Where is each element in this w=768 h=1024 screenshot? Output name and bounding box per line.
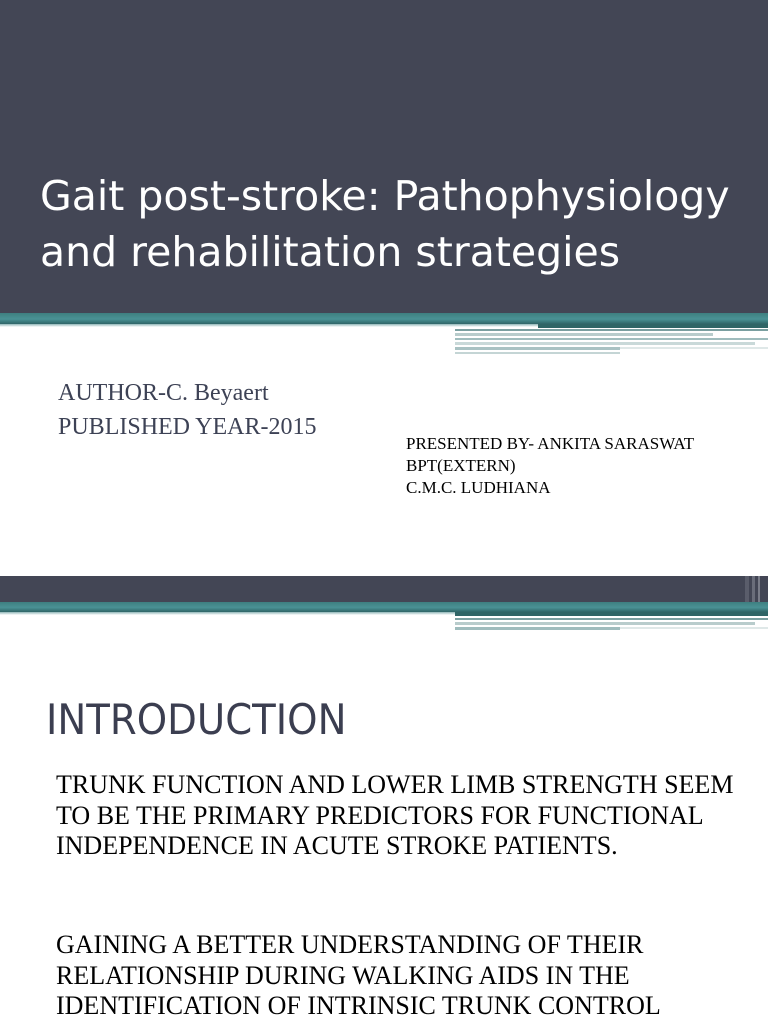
presenter-name-line: PRESENTED BY- ANKITA SARASWAT	[406, 434, 695, 453]
teal-divider-line	[0, 313, 768, 324]
presenter-institution-line: C.M.C. LUDHIANA	[406, 478, 551, 497]
presentation-title: Gait post-stroke: Pathophysiology and rehabilitation strategies	[40, 172, 730, 276]
presenter-degree-line: BPT(EXTERN)	[406, 456, 516, 475]
body-paragraph: GAINING A BETTER UNDERSTANDING OF THEIR RELATIONSHIP DURING WALKING AIDS IN THE IDENTIFICATION OF INTRINSIC TRUNK CONTROL	[56, 930, 661, 1020]
header-band	[0, 576, 768, 602]
published-year-line: PUBLISHED YEAR-2015	[58, 414, 317, 440]
teal-divider-shadow	[0, 324, 540, 327]
presenter-info	[406, 433, 694, 499]
body-paragraph: TRUNK FUNCTION AND LOWER LIMB STRENGTH SEEM TO BE THE PRIMARY PREDICTORS FOR FUNCTIONAL INDEPENDENCE IN ACUTE STROKE PATIENTS.	[56, 770, 734, 860]
author-line: AUTHOR-C. Beyaert	[58, 380, 269, 406]
teal-divider-shadow	[0, 612, 455, 615]
author-info	[58, 376, 316, 444]
introduction-slide	[0, 576, 768, 1024]
teal-divider-line	[0, 602, 768, 612]
slide-heading: INTRODUCTION	[46, 695, 347, 744]
